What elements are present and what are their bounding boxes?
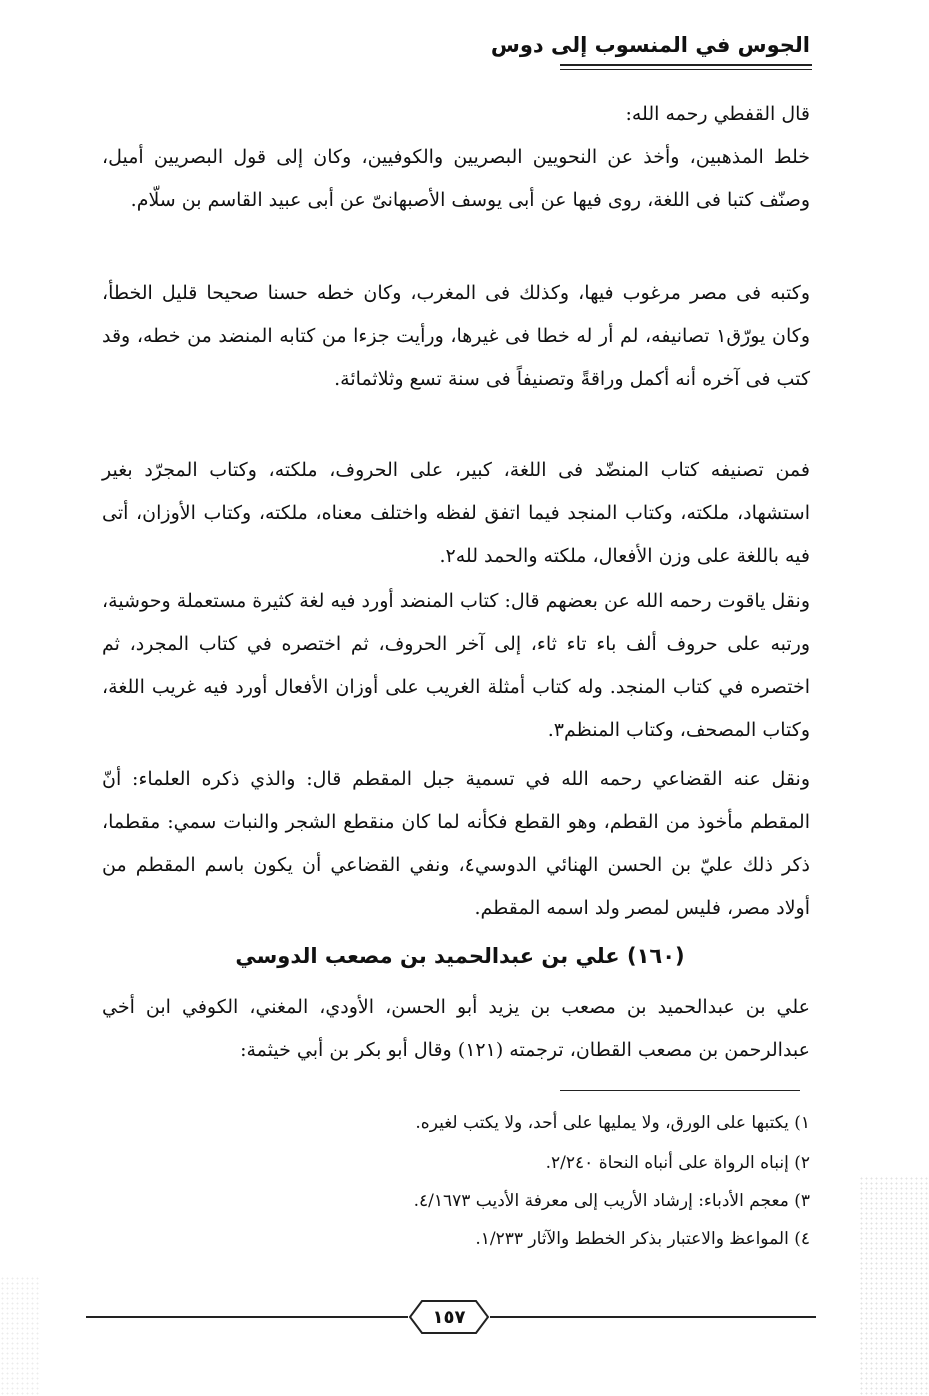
footnote-4: ٤) المواعظ والاعتبار بذكر الخطط والآثار ١/٢٣٣. [475,1229,810,1249]
page-number-badge [408,1299,490,1335]
footer-rule-right [490,1316,816,1318]
header-rule-bottom [560,69,812,70]
paragraph-entry-bio: علي بن عبدالحميد بن مصعب بن يزيد أبو الحسن، الأودي، المغني، الكوفي ابن أخي عبدالرحمن بن مصعب القطان، ترجمته (١٢١) وقال أبو بكر بن أبي خيثمة: [102,996,810,1061]
footnote-1: ١) يكتبها على الورق، ولا يمليها على أحد، ولا يكتب لغيره. [415,1113,810,1133]
footnote-separator [560,1090,800,1091]
footer-rule-left [86,1316,408,1318]
paragraph-intro: قال القفطي رحمه الله: [625,103,810,125]
running-header-title: الجوس في المنسوب إلى دوس [490,33,810,57]
header-rule-top [560,64,812,66]
footnote-3: ٣) معجم الأدباء: إرشاد الأريب إلى معرفة الأديب ٤/١٦٧٣. [413,1191,810,1211]
page-number: ١٥٧ [432,1306,466,1328]
paragraph-books-egypt: وكتبه فى مصر مرغوب فيها، وكذلك فى المغرب، وكان خطه حسنا صحيحا قليل الخطأ، وكان يورّق١ تصانيفه، لم أر له خطا فى غيرها، ورأيت جزءا من كتابه المنضد من خطه، وقد كتب فى آخره أنه أكمل وراقةً وتصنيفاً فى سنة تسع وثلاثمائة. [102,282,810,390]
scan-texture-left [0,1276,40,1396]
paragraph-works-list: فمن تصنيفه كتاب المنضّد فى اللغة، كبير، على الحروف، ملكته، وكتاب المجرّد بغير استشهاد، ملكته، وكتاب المنجد فيما اتفق لفظه واختلف معناه، ملكته، وكتاب الأوزان، أتى فيه باللغة على وزن الأفعال، ملكته والحمد لله٢. [102,459,810,567]
paragraph-qifti-quote: خلط المذهبين، وأخذ عن النحويين البصريين والكوفيين، وكان إلى قول البصريين أميل، وصنّف كتبا فى اللغة، روى فيها عن أبى يوسف الأصبهانىّ عن أبى عبيد القاسم بن سلّام. [102,146,810,211]
footnote-2: ٢) إنباه الرواة على أنباه النحاة ٢/٢٤٠. [545,1153,810,1173]
paragraph-yaqut: ونقل ياقوت رحمه الله عن بعضهم قال: كتاب المنضد أورد فيه لغة كثيرة مستعملة وحوشية، ورتبه على حروف ألف باء تاء ثاء، إلى آخر الحروف، ثم اختصره في كتاب المجرد، ثم اختصره في كتاب المنجد. وله كتاب أمثلة الغريب على أوزان الأفعال أورد فيه غريب اللغة، وكتاب المصحف، وكتاب المنظم٣. [102,590,810,741]
scan-texture [859,1176,929,1396]
entry-heading: (١٦٠) علي بن عبدالحميد بن مصعب الدوسي [235,944,685,968]
paragraph-qudai: ونقل عنه القضاعي رحمه الله في تسمية جبل المقطم قال: والذي ذكره العلماء: أنّ المقطم مأخوذ من القطم، وهو القطع فكأنه لما كان منقطع الشجر والنبات سمي: مقطما، ذكر ذلك عليّ بن الحسن الهنائي الدوسي٤، ونفي القضاعي أن يكون باسم المقطم من أولاد مصر، فليس لمصر ولد اسمه المقطم. [102,768,810,919]
